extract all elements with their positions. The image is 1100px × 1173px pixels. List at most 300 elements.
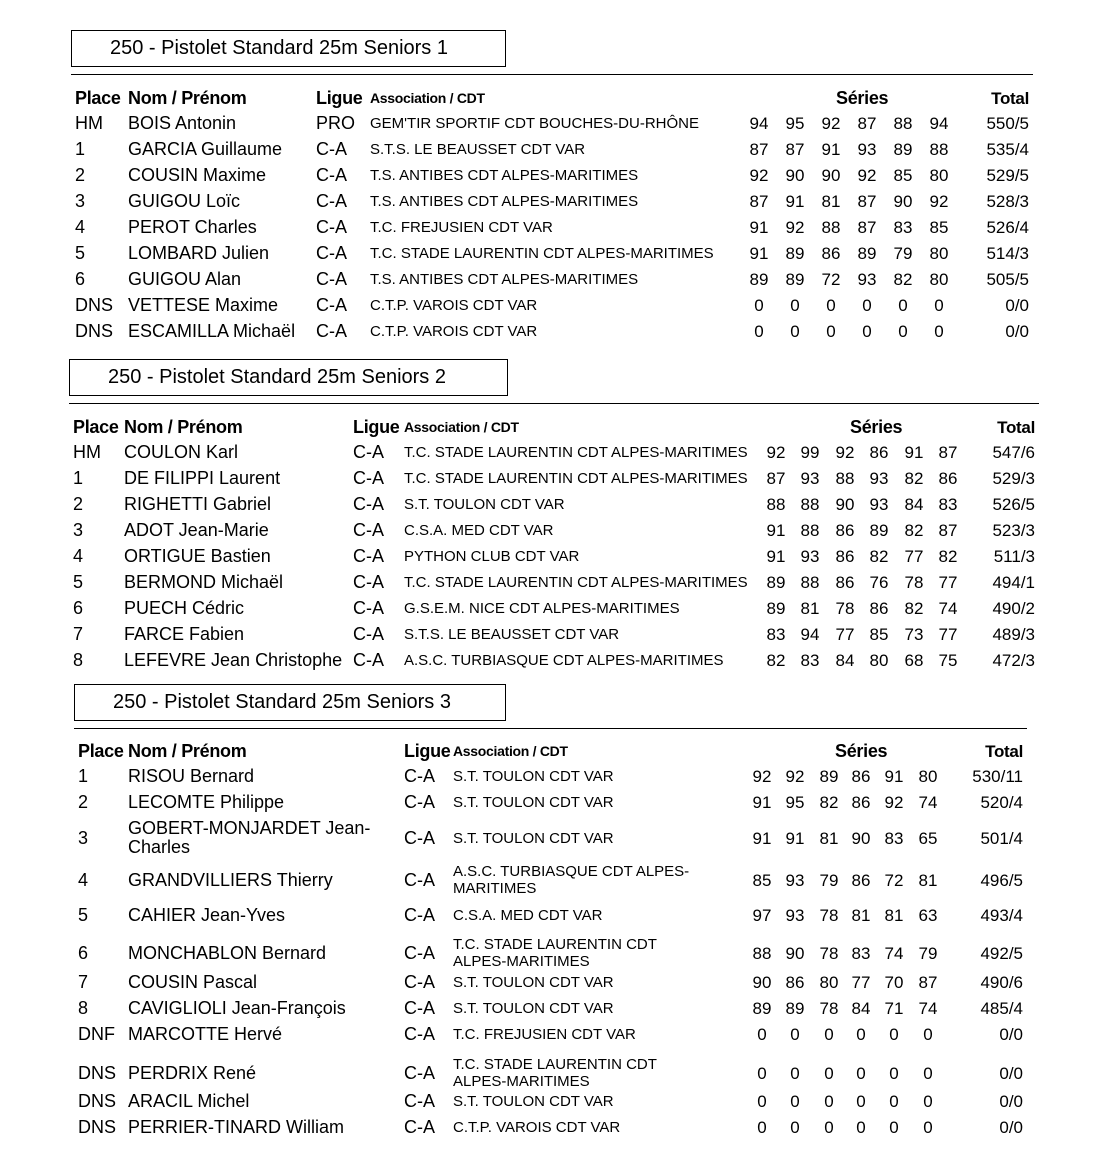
row-series-score: 88 — [929, 139, 949, 159]
table-row — [0, 1056, 1100, 1090]
row-series-score: 95 — [785, 792, 805, 812]
row-ligue: C-A — [353, 441, 384, 462]
row-place: 3 — [78, 827, 89, 848]
row-association: S.T. TOULON CDT VAR — [404, 495, 565, 513]
row-ligue: C-A — [316, 164, 347, 185]
row-place: DNS — [78, 1116, 117, 1137]
row-series-score: 90 — [752, 972, 772, 992]
row-place: 2 — [75, 164, 86, 185]
row-name: PEROT Charles — [128, 216, 257, 237]
header-place: Place — [75, 87, 121, 108]
row-ligue: C-A — [316, 242, 347, 263]
row-series-score: 68 — [904, 650, 924, 670]
row-series-score: 0 — [923, 1091, 933, 1111]
row-ligue: C-A — [316, 268, 347, 289]
row-series-score: 0 — [934, 295, 944, 315]
section-rule — [74, 728, 1027, 729]
table-row — [0, 996, 1100, 1020]
row-association: T.S. ANTIBES CDT ALPES-MARITIMES — [370, 166, 639, 184]
row-series-score: 82 — [938, 546, 958, 566]
row-place: 1 — [75, 138, 86, 159]
row-association: S.T. TOULON CDT VAR — [453, 829, 614, 847]
row-series-score: 89 — [857, 243, 877, 263]
row-series-score: 0 — [923, 1117, 933, 1137]
row-series-score: 73 — [904, 624, 924, 644]
row-series-score: 87 — [749, 191, 769, 211]
row-association: A.S.C. TURBIASQUE CDT ALPES-MARITIMES — [404, 651, 724, 669]
row-association: T.C. STADE LAURENTIN CDT ALPES-MARITIMES — [404, 443, 748, 461]
row-total: 0/0 — [999, 1091, 1023, 1111]
row-series-score: 85 — [752, 870, 772, 890]
row-series-score: 86 — [869, 598, 889, 618]
row-association: T.C. FREJUSIEN CDT VAR — [453, 1025, 636, 1043]
row-name: PERRIER-TINARD William — [128, 1116, 344, 1137]
table-row — [0, 241, 1100, 265]
table-row — [0, 1022, 1100, 1046]
row-association: S.T.S. LE BEAUSSET CDT VAR — [404, 625, 620, 643]
row-place: 1 — [78, 765, 89, 786]
row-place: 6 — [78, 942, 89, 963]
table-row — [0, 319, 1100, 343]
row-series-score: 0 — [923, 1024, 933, 1044]
row-total: 520/4 — [980, 792, 1023, 812]
row-place: 6 — [75, 268, 86, 289]
header-association: Association / CDT — [370, 89, 485, 106]
row-series-score: 86 — [938, 468, 958, 488]
row-series-score: 0 — [824, 1024, 834, 1044]
row-series-score: 0 — [790, 321, 800, 341]
row-place: 3 — [73, 519, 84, 540]
row-place: 1 — [73, 467, 84, 488]
row-total: 529/5 — [986, 165, 1029, 185]
table-row — [0, 860, 1100, 900]
row-series-score: 65 — [918, 828, 938, 848]
row-series-score: 91 — [821, 139, 841, 159]
row-ligue: C-A — [353, 571, 384, 592]
header-ligue: Ligue — [404, 740, 451, 761]
row-name: RISOU Bernard — [128, 765, 255, 786]
row-series-score: 87 — [785, 139, 805, 159]
table-row — [0, 970, 1100, 994]
row-series-score: 92 — [749, 165, 769, 185]
row-place: DNS — [75, 320, 114, 341]
row-series-score: 86 — [835, 572, 855, 592]
row-name: CAHIER Jean-Yves — [128, 904, 286, 925]
row-series-score: 89 — [749, 269, 769, 289]
table-row — [0, 544, 1100, 568]
row-place: 5 — [75, 242, 86, 263]
row-series-score: 88 — [800, 494, 820, 514]
row-series-score: 94 — [749, 113, 769, 133]
row-series-score: 81 — [819, 828, 839, 848]
row-series-score: 0 — [889, 1063, 899, 1083]
row-series-score: 92 — [785, 217, 805, 237]
row-series-score: 91 — [749, 217, 769, 237]
table-row — [0, 440, 1100, 464]
row-association: S.T. TOULON CDT VAR — [453, 767, 614, 785]
row-series-score: 75 — [938, 650, 958, 670]
row-ligue: C-A — [404, 1116, 435, 1137]
row-series-score: 0 — [898, 321, 908, 341]
row-series-score: 81 — [918, 870, 938, 890]
row-association: A.S.C. TURBIASQUE CDT ALPES-MARITIMES — [453, 863, 690, 897]
row-series-score: 87 — [918, 972, 938, 992]
row-ligue: C-A — [316, 216, 347, 237]
row-series-score: 78 — [835, 598, 855, 618]
row-series-score: 81 — [821, 191, 841, 211]
row-place: HM — [73, 441, 101, 462]
row-association: S.T. TOULON CDT VAR — [453, 973, 614, 991]
row-total: 494/1 — [992, 572, 1035, 592]
row-series-score: 94 — [800, 624, 820, 644]
row-name: GOBERT-MONJARDET Jean-Charles — [128, 818, 371, 857]
row-series-score: 85 — [893, 165, 913, 185]
row-series-score: 84 — [904, 494, 924, 514]
row-association: C.T.P. VAROIS CDT VAR — [453, 1118, 621, 1136]
row-place: DNS — [75, 294, 114, 315]
row-series-score: 0 — [757, 1024, 767, 1044]
row-series-score: 92 — [766, 442, 786, 462]
row-total: 472/3 — [992, 650, 1035, 670]
row-series-score: 74 — [884, 943, 904, 963]
row-association: T.C. STADE LAURENTIN CDT ALPES-MARITIMES — [453, 1056, 657, 1090]
row-ligue: C-A — [404, 997, 435, 1018]
row-series-score: 97 — [752, 905, 772, 925]
row-name: ADOT Jean-Marie — [124, 519, 269, 540]
row-series-score: 95 — [785, 113, 805, 133]
row-series-score: 91 — [904, 442, 924, 462]
table-row — [0, 466, 1100, 490]
section-rule — [69, 403, 1039, 404]
row-series-score: 81 — [800, 598, 820, 618]
row-series-score: 89 — [869, 520, 889, 540]
row-series-score: 83 — [938, 494, 958, 514]
table-row — [0, 790, 1100, 814]
row-ligue: C-A — [404, 1090, 435, 1111]
header-series: Séries — [835, 740, 888, 761]
row-series-score: 82 — [893, 269, 913, 289]
row-series-score: 78 — [819, 905, 839, 925]
row-series-score: 92 — [835, 442, 855, 462]
row-series-score: 93 — [800, 468, 820, 488]
row-ligue: PRO — [316, 112, 356, 133]
row-name: PUECH Cédric — [124, 597, 245, 618]
row-series-score: 88 — [893, 113, 913, 133]
row-series-score: 89 — [785, 243, 805, 263]
row-series-score: 87 — [857, 217, 877, 237]
header-total: Total — [985, 741, 1023, 761]
row-ligue: C-A — [404, 1062, 435, 1083]
row-series-score: 70 — [884, 972, 904, 992]
table-row — [0, 816, 1100, 860]
row-series-score: 89 — [785, 269, 805, 289]
row-series-score: 99 — [800, 442, 820, 462]
row-series-score: 92 — [929, 191, 949, 211]
table-row — [0, 936, 1100, 970]
row-series-score: 85 — [869, 624, 889, 644]
row-association: S.T. TOULON CDT VAR — [453, 1092, 614, 1110]
row-total: 523/3 — [992, 520, 1035, 540]
row-ligue: C-A — [316, 294, 347, 315]
row-series-score: 86 — [851, 766, 871, 786]
row-ligue: C-A — [353, 519, 384, 540]
row-name: GRANDVILLIERS Thierry — [128, 869, 333, 890]
row-series-score: 0 — [757, 1117, 767, 1137]
row-series-score: 87 — [938, 442, 958, 462]
row-association: S.T.S. LE BEAUSSET CDT VAR — [370, 140, 586, 158]
row-series-score: 0 — [754, 295, 764, 315]
row-place: 4 — [78, 869, 89, 890]
row-series-score: 80 — [929, 165, 949, 185]
row-name: ORTIGUE Bastien — [124, 545, 271, 566]
row-series-score: 63 — [918, 905, 938, 925]
table-row — [0, 764, 1100, 788]
row-series-score: 0 — [790, 295, 800, 315]
header-name: Nom / Prénom — [128, 740, 247, 761]
row-ligue: C-A — [404, 1023, 435, 1044]
row-series-score: 86 — [835, 546, 855, 566]
row-place: HM — [75, 112, 103, 133]
row-total: 514/3 — [986, 243, 1029, 263]
row-series-score: 85 — [929, 217, 949, 237]
header-series: Séries — [850, 416, 903, 437]
header-name: Nom / Prénom — [128, 87, 247, 108]
table-row — [0, 903, 1100, 927]
row-place: 5 — [73, 571, 84, 592]
row-ligue: C-A — [353, 493, 384, 514]
row-name: LECOMTE Philippe — [128, 791, 285, 812]
row-series-score: 92 — [857, 165, 877, 185]
row-series-score: 88 — [821, 217, 841, 237]
row-series-score: 0 — [856, 1024, 866, 1044]
row-series-score: 87 — [766, 468, 786, 488]
row-series-score: 91 — [785, 191, 805, 211]
table-row — [0, 1089, 1100, 1113]
row-series-score: 0 — [790, 1117, 800, 1137]
row-series-score: 0 — [757, 1091, 767, 1111]
row-series-score: 80 — [918, 766, 938, 786]
table-row — [0, 267, 1100, 291]
row-name: GUIGOU Alan — [128, 268, 242, 289]
row-ligue: C-A — [404, 942, 435, 963]
row-name: COUSIN Pascal — [128, 971, 258, 992]
row-series-score: 77 — [904, 546, 924, 566]
header-place: Place — [73, 416, 119, 437]
row-association: GEM'TIR SPORTIF CDT BOUCHES-DU-RHÔNE — [370, 114, 699, 132]
row-place: 8 — [73, 649, 84, 670]
row-series-score: 89 — [752, 998, 772, 1018]
section-title: 250 - Pistolet Standard 25m Seniors 3 — [74, 684, 506, 721]
row-series-score: 0 — [824, 1117, 834, 1137]
row-series-score: 84 — [835, 650, 855, 670]
row-name: MARCOTTE Hervé — [128, 1023, 283, 1044]
row-series-score: 79 — [893, 243, 913, 263]
row-association: T.C. STADE LAURENTIN CDT ALPES-MARITIMES — [370, 244, 714, 262]
row-ligue: C-A — [316, 320, 347, 341]
row-series-score: 94 — [929, 113, 949, 133]
row-series-score: 91 — [884, 766, 904, 786]
row-series-score: 83 — [851, 943, 871, 963]
section-title: 250 - Pistolet Standard 25m Seniors 2 — [69, 359, 508, 396]
row-association: C.T.P. VAROIS CDT VAR — [370, 296, 538, 314]
row-ligue: C-A — [353, 649, 384, 670]
row-series-score: 82 — [904, 598, 924, 618]
row-place: 7 — [78, 971, 89, 992]
row-series-score: 74 — [938, 598, 958, 618]
row-name: PERDRIX René — [128, 1062, 257, 1083]
row-series-score: 80 — [929, 243, 949, 263]
header-ligue: Ligue — [316, 87, 363, 108]
row-series-score: 83 — [893, 217, 913, 237]
row-series-score: 93 — [869, 494, 889, 514]
row-ligue: C-A — [353, 545, 384, 566]
row-series-score: 88 — [766, 494, 786, 514]
row-series-score: 82 — [904, 468, 924, 488]
row-series-score: 84 — [851, 998, 871, 1018]
row-series-score: 91 — [766, 546, 786, 566]
table-row — [0, 215, 1100, 239]
row-name: COUSIN Maxime — [128, 164, 267, 185]
row-series-score: 79 — [819, 870, 839, 890]
row-series-score: 86 — [821, 243, 841, 263]
row-series-score: 90 — [785, 943, 805, 963]
row-series-score: 78 — [819, 943, 839, 963]
row-series-score: 89 — [819, 766, 839, 786]
row-ligue: C-A — [404, 827, 435, 848]
row-series-score: 88 — [835, 468, 855, 488]
row-association: T.S. ANTIBES CDT ALPES-MARITIMES — [370, 192, 639, 210]
row-name: BOIS Antonin — [128, 112, 237, 133]
row-association: S.T. TOULON CDT VAR — [453, 999, 614, 1017]
row-total: 0/0 — [999, 1117, 1023, 1137]
header-place: Place — [78, 740, 124, 761]
row-series-score: 78 — [819, 998, 839, 1018]
header-row — [0, 86, 1100, 110]
table-row — [0, 570, 1100, 594]
table-row — [0, 1115, 1100, 1139]
table-row — [0, 189, 1100, 213]
row-name: MONCHABLON Bernard — [128, 942, 327, 963]
row-series-score: 81 — [884, 905, 904, 925]
row-name: LEFEVRE Jean Christophe — [124, 649, 343, 670]
header-row — [0, 415, 1100, 439]
row-series-score: 0 — [824, 1063, 834, 1083]
row-name: LOMBARD Julien — [128, 242, 270, 263]
row-series-score: 89 — [893, 139, 913, 159]
row-series-score: 88 — [752, 943, 772, 963]
header-association: Association / CDT — [453, 742, 568, 759]
row-total: 526/5 — [992, 494, 1035, 514]
row-series-score: 0 — [856, 1117, 866, 1137]
row-association: T.C. FREJUSIEN CDT VAR — [370, 218, 553, 236]
row-series-score: 0 — [889, 1024, 899, 1044]
row-series-score: 0 — [790, 1091, 800, 1111]
header-ligue: Ligue — [353, 416, 400, 437]
row-series-score: 93 — [800, 546, 820, 566]
row-ligue: C-A — [353, 467, 384, 488]
row-name: ESCAMILLA Michaël — [128, 320, 296, 341]
row-series-score: 0 — [824, 1091, 834, 1111]
row-ligue: C-A — [316, 190, 347, 211]
row-series-score: 0 — [862, 295, 872, 315]
row-total: 489/3 — [992, 624, 1035, 644]
row-series-score: 90 — [821, 165, 841, 185]
row-series-score: 71 — [884, 998, 904, 1018]
row-ligue: C-A — [404, 971, 435, 992]
row-association: C.S.A. MED CDT VAR — [453, 906, 603, 924]
row-total: 526/4 — [986, 217, 1029, 237]
row-series-score: 0 — [754, 321, 764, 341]
row-series-score: 87 — [857, 191, 877, 211]
row-name: CAVIGLIOLI Jean-François — [128, 997, 346, 1018]
row-association: S.T. TOULON CDT VAR — [453, 793, 614, 811]
row-association: T.C. STADE LAURENTIN CDT ALPES-MARITIMES — [404, 573, 748, 591]
row-series-score: 88 — [800, 572, 820, 592]
row-series-score: 91 — [766, 520, 786, 540]
row-series-score: 91 — [752, 792, 772, 812]
row-series-score: 86 — [869, 442, 889, 462]
row-total: 0/0 — [999, 1024, 1023, 1044]
row-total: 0/0 — [1005, 321, 1029, 341]
row-series-score: 87 — [938, 520, 958, 540]
row-ligue: C-A — [404, 765, 435, 786]
row-association: T.C. STADE LAURENTIN CDT ALPES-MARITIMES — [453, 936, 657, 970]
table-row — [0, 596, 1100, 620]
row-series-score: 0 — [923, 1063, 933, 1083]
header-total: Total — [991, 88, 1029, 108]
row-series-score: 83 — [800, 650, 820, 670]
row-total: 501/4 — [980, 828, 1023, 848]
header-total: Total — [997, 417, 1035, 437]
row-series-score: 81 — [851, 905, 871, 925]
row-name: ARACIL Michel — [128, 1090, 250, 1111]
row-ligue: C-A — [353, 623, 384, 644]
table-row — [0, 518, 1100, 542]
row-series-score: 93 — [785, 905, 805, 925]
row-ligue: C-A — [316, 138, 347, 159]
row-total: 490/2 — [992, 598, 1035, 618]
row-place: 8 — [78, 997, 89, 1018]
row-series-score: 83 — [884, 828, 904, 848]
header-association: Association / CDT — [404, 418, 519, 435]
table-row — [0, 163, 1100, 187]
row-name: GARCIA Guillaume — [128, 138, 283, 159]
row-total: 528/3 — [986, 191, 1029, 211]
row-series-score: 80 — [819, 972, 839, 992]
row-series-score: 0 — [889, 1117, 899, 1137]
row-series-score: 93 — [857, 139, 877, 159]
row-association: T.C. STADE LAURENTIN CDT ALPES-MARITIMES — [404, 469, 748, 487]
row-series-score: 87 — [749, 139, 769, 159]
row-total: 492/5 — [980, 943, 1023, 963]
row-total: 550/5 — [986, 113, 1029, 133]
row-series-score: 86 — [835, 520, 855, 540]
row-total: 547/6 — [992, 442, 1035, 462]
row-series-score: 93 — [857, 269, 877, 289]
row-series-score: 72 — [884, 870, 904, 890]
row-total: 493/4 — [980, 905, 1023, 925]
row-place: DNF — [78, 1023, 115, 1044]
row-series-score: 77 — [938, 624, 958, 644]
row-name: GUIGOU Loïc — [128, 190, 241, 211]
row-series-score: 80 — [869, 650, 889, 670]
row-series-score: 90 — [835, 494, 855, 514]
row-series-score: 92 — [752, 766, 772, 786]
row-association: C.T.P. VAROIS CDT VAR — [370, 322, 538, 340]
row-ligue: C-A — [404, 791, 435, 812]
row-place: 2 — [78, 791, 89, 812]
row-series-score: 89 — [766, 598, 786, 618]
